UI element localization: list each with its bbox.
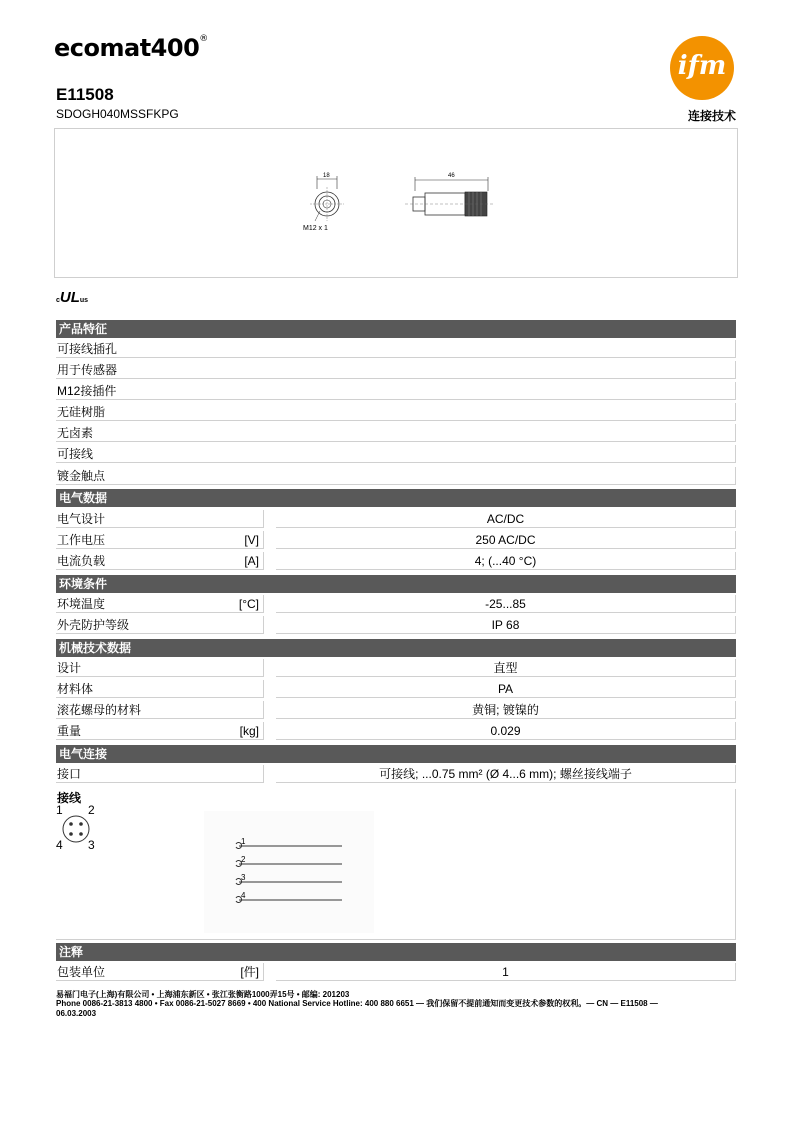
section-environment: 环境条件 xyxy=(56,575,736,593)
wire-label-3: 3 xyxy=(241,873,246,882)
spec-row: 电气设计 AC/DC xyxy=(56,510,736,528)
footer-contact: Phone 0086-21-3813 4800 • Fax 0086-21-5027 8669 • 400 National Service Hotline: 400 880 6651 — 我们保留不提前通知而变更技术参数的权利。— CN — E11508 — xyxy=(56,999,658,1008)
section-features: 产品特征 xyxy=(56,320,736,338)
spec-row: 材料体 PA xyxy=(56,680,736,698)
pin-diagram xyxy=(56,805,736,937)
spec-row: 重量 [kg] 0.029 xyxy=(56,722,736,740)
wire-label-2: 2 xyxy=(241,855,246,864)
feature-item: 镀金触点 xyxy=(56,467,736,485)
pin-label-1: 1 xyxy=(56,805,63,817)
spec-row: 接口 可接线; ...0.75 mm² (Ø 4...6 mm); 螺丝接线端子 xyxy=(56,765,736,783)
dim-side-label: 46 xyxy=(448,173,455,179)
wire-label-1: 1 xyxy=(241,837,246,846)
product-number: E11508 xyxy=(56,85,114,104)
feature-item: 用于传感器 xyxy=(56,361,736,379)
ifm-logo: ifm xyxy=(670,36,734,100)
technical-drawing xyxy=(54,128,738,278)
pin-label-2: 2 xyxy=(88,805,95,817)
spec-row: 电流负载 [A] 4; (...40 °C) xyxy=(56,552,736,570)
section-mechanical: 机械技术数据 xyxy=(56,639,736,657)
pin-label-4: 4 xyxy=(56,838,63,852)
spec-row: 包装单位 [件] 1 xyxy=(56,963,736,981)
dim-front-label: 18 xyxy=(323,173,330,179)
wire-label-4: 4 xyxy=(241,891,246,900)
thread-label: M12 x 1 xyxy=(303,225,328,232)
feature-item: 可接线 xyxy=(56,445,736,463)
feature-item: 可接线插孔 xyxy=(56,340,736,358)
spec-row: 工作电压 [V] 250 AC/DC xyxy=(56,531,736,549)
section-connection: 电气连接 xyxy=(56,745,736,763)
brand-logo: ecomat400® xyxy=(54,34,208,62)
ul-approval-mark: cULus xyxy=(56,289,89,306)
feature-item: 无卤素 xyxy=(56,424,736,442)
section-electrical: 电气数据 xyxy=(56,489,736,507)
dimension-drawing xyxy=(55,129,737,277)
product-category: 连接技术 xyxy=(687,109,736,123)
spec-row: 环境温度 [°C] -25...85 xyxy=(56,595,736,613)
spec-row: 外壳防护等级 IP 68 xyxy=(56,616,736,634)
footer-address: 易福门电子(上海)有限公司 • 上海浦东新区 • 张江张衡路1000弄15号 • 邮编: 201203 xyxy=(56,990,350,999)
product-code: SDOGH040MSSFKPG xyxy=(56,107,179,121)
feature-item: 无硅树脂 xyxy=(56,403,736,421)
wiring-diagram xyxy=(56,789,736,940)
feature-item: M12接插件 xyxy=(56,382,736,400)
section-notes: 注释 xyxy=(56,943,736,961)
spec-row: 设计 直型 xyxy=(56,659,736,677)
footer-date: 06.03.2003 xyxy=(56,1009,97,1018)
spec-row: 滚花螺母的材料 黄铜; 镀镍的 xyxy=(56,701,736,719)
wiring-title: 接线 xyxy=(57,791,82,805)
pin-label-3: 3 xyxy=(88,838,95,852)
